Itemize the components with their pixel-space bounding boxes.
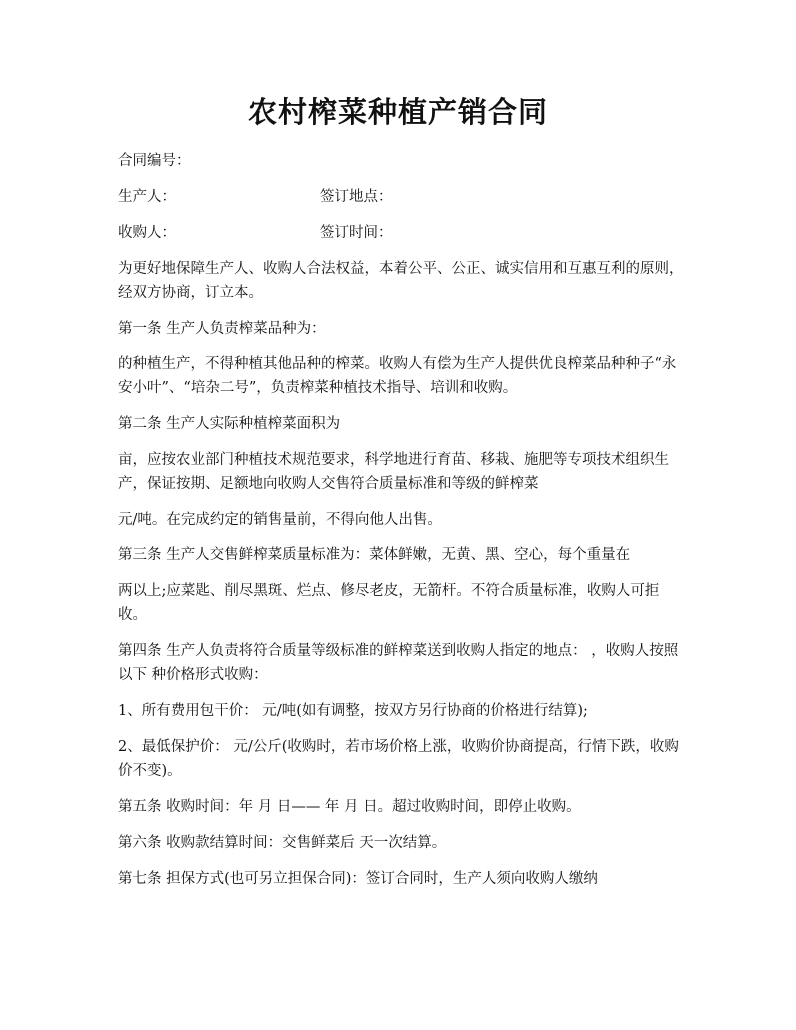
producer-label: 生产人： <box>118 189 176 205</box>
article-3-heading: 第三条 生产人交售鲜榨菜质量标准为：菜体鲜嫩，无黄、黑、空心，每个重量在 <box>118 547 631 563</box>
producer-row <box>118 185 393 209</box>
article-4-paragraph: 第四条 生产人负责将符合质量等级标准的鲜榨菜送到收购人指定的地点： ，收购人按照以下 种价格形式收购： <box>118 643 679 683</box>
article-7-paragraph: 第七条 担保方式(也可另立担保合同)：签订合同时，生产人须向收购人缴纳 <box>118 871 598 887</box>
price-option-2: 2、最低保护价： 元/公斤(收购时，若市场价格上涨，收购价协商提高，行情下跌，收购价不变)。 <box>118 739 679 779</box>
contract-number-row <box>118 149 191 173</box>
article-5-paragraph: 第五条 收购时间：年 月 日—— 年 月 日。超过收购时间，即停止收购。 <box>118 799 581 815</box>
article-2-price: 元/吨。在完成约定的销售量前，不得向他人出售。 <box>118 512 442 528</box>
buyer-label: 收购人： <box>118 225 176 241</box>
article-6-paragraph: 第六条 收购款结算时间：交售鲜菜后 天一次结算。 <box>118 835 447 851</box>
sign-time-label: 签订时间： <box>320 225 393 241</box>
preamble-paragraph: 为更好地保障生产人、收购人合法权益，本着公平、公正、诚实信用和互惠互利的原则，经双方协商，订立本。 <box>118 261 684 301</box>
price-option-1: 1、所有费用包干价： 元/吨(如有调整，按双方另行协商的价格进行结算); <box>118 703 588 719</box>
article-3-body: 两以上;应菜匙、削尽黑斑、烂点、修尽老皮，无箭杆。不符合质量标准，收购人可拒收。 <box>118 583 660 623</box>
sign-place-label: 签订地点： <box>320 189 393 205</box>
contract-number-label: 合同编号： <box>118 153 191 169</box>
article-1-heading: 第一条 生产人负责榨菜品种为： <box>118 321 326 337</box>
article-2-heading: 第二条 生产人实际种植榨菜面积为 <box>118 416 341 432</box>
article-2-body: 亩，应按农业部门种植技术规范要求，科学地进行育苗、移栽、施肥等专项技术组织生产，保证按期、足额地向收购人交售符合质量标准和等级的鲜榨菜 <box>118 452 669 492</box>
document-title: 农村榨菜种植产销合同 <box>247 95 548 129</box>
buyer-row <box>118 221 393 245</box>
article-1-body: 的种植生产，不得种植其他品种的榨菜。收购人有偿为生产人提供优良榨菜品种种子“永安小叶”、“培杂二号”，负责榨菜种植技术指导、培训和收购。 <box>118 356 677 396</box>
